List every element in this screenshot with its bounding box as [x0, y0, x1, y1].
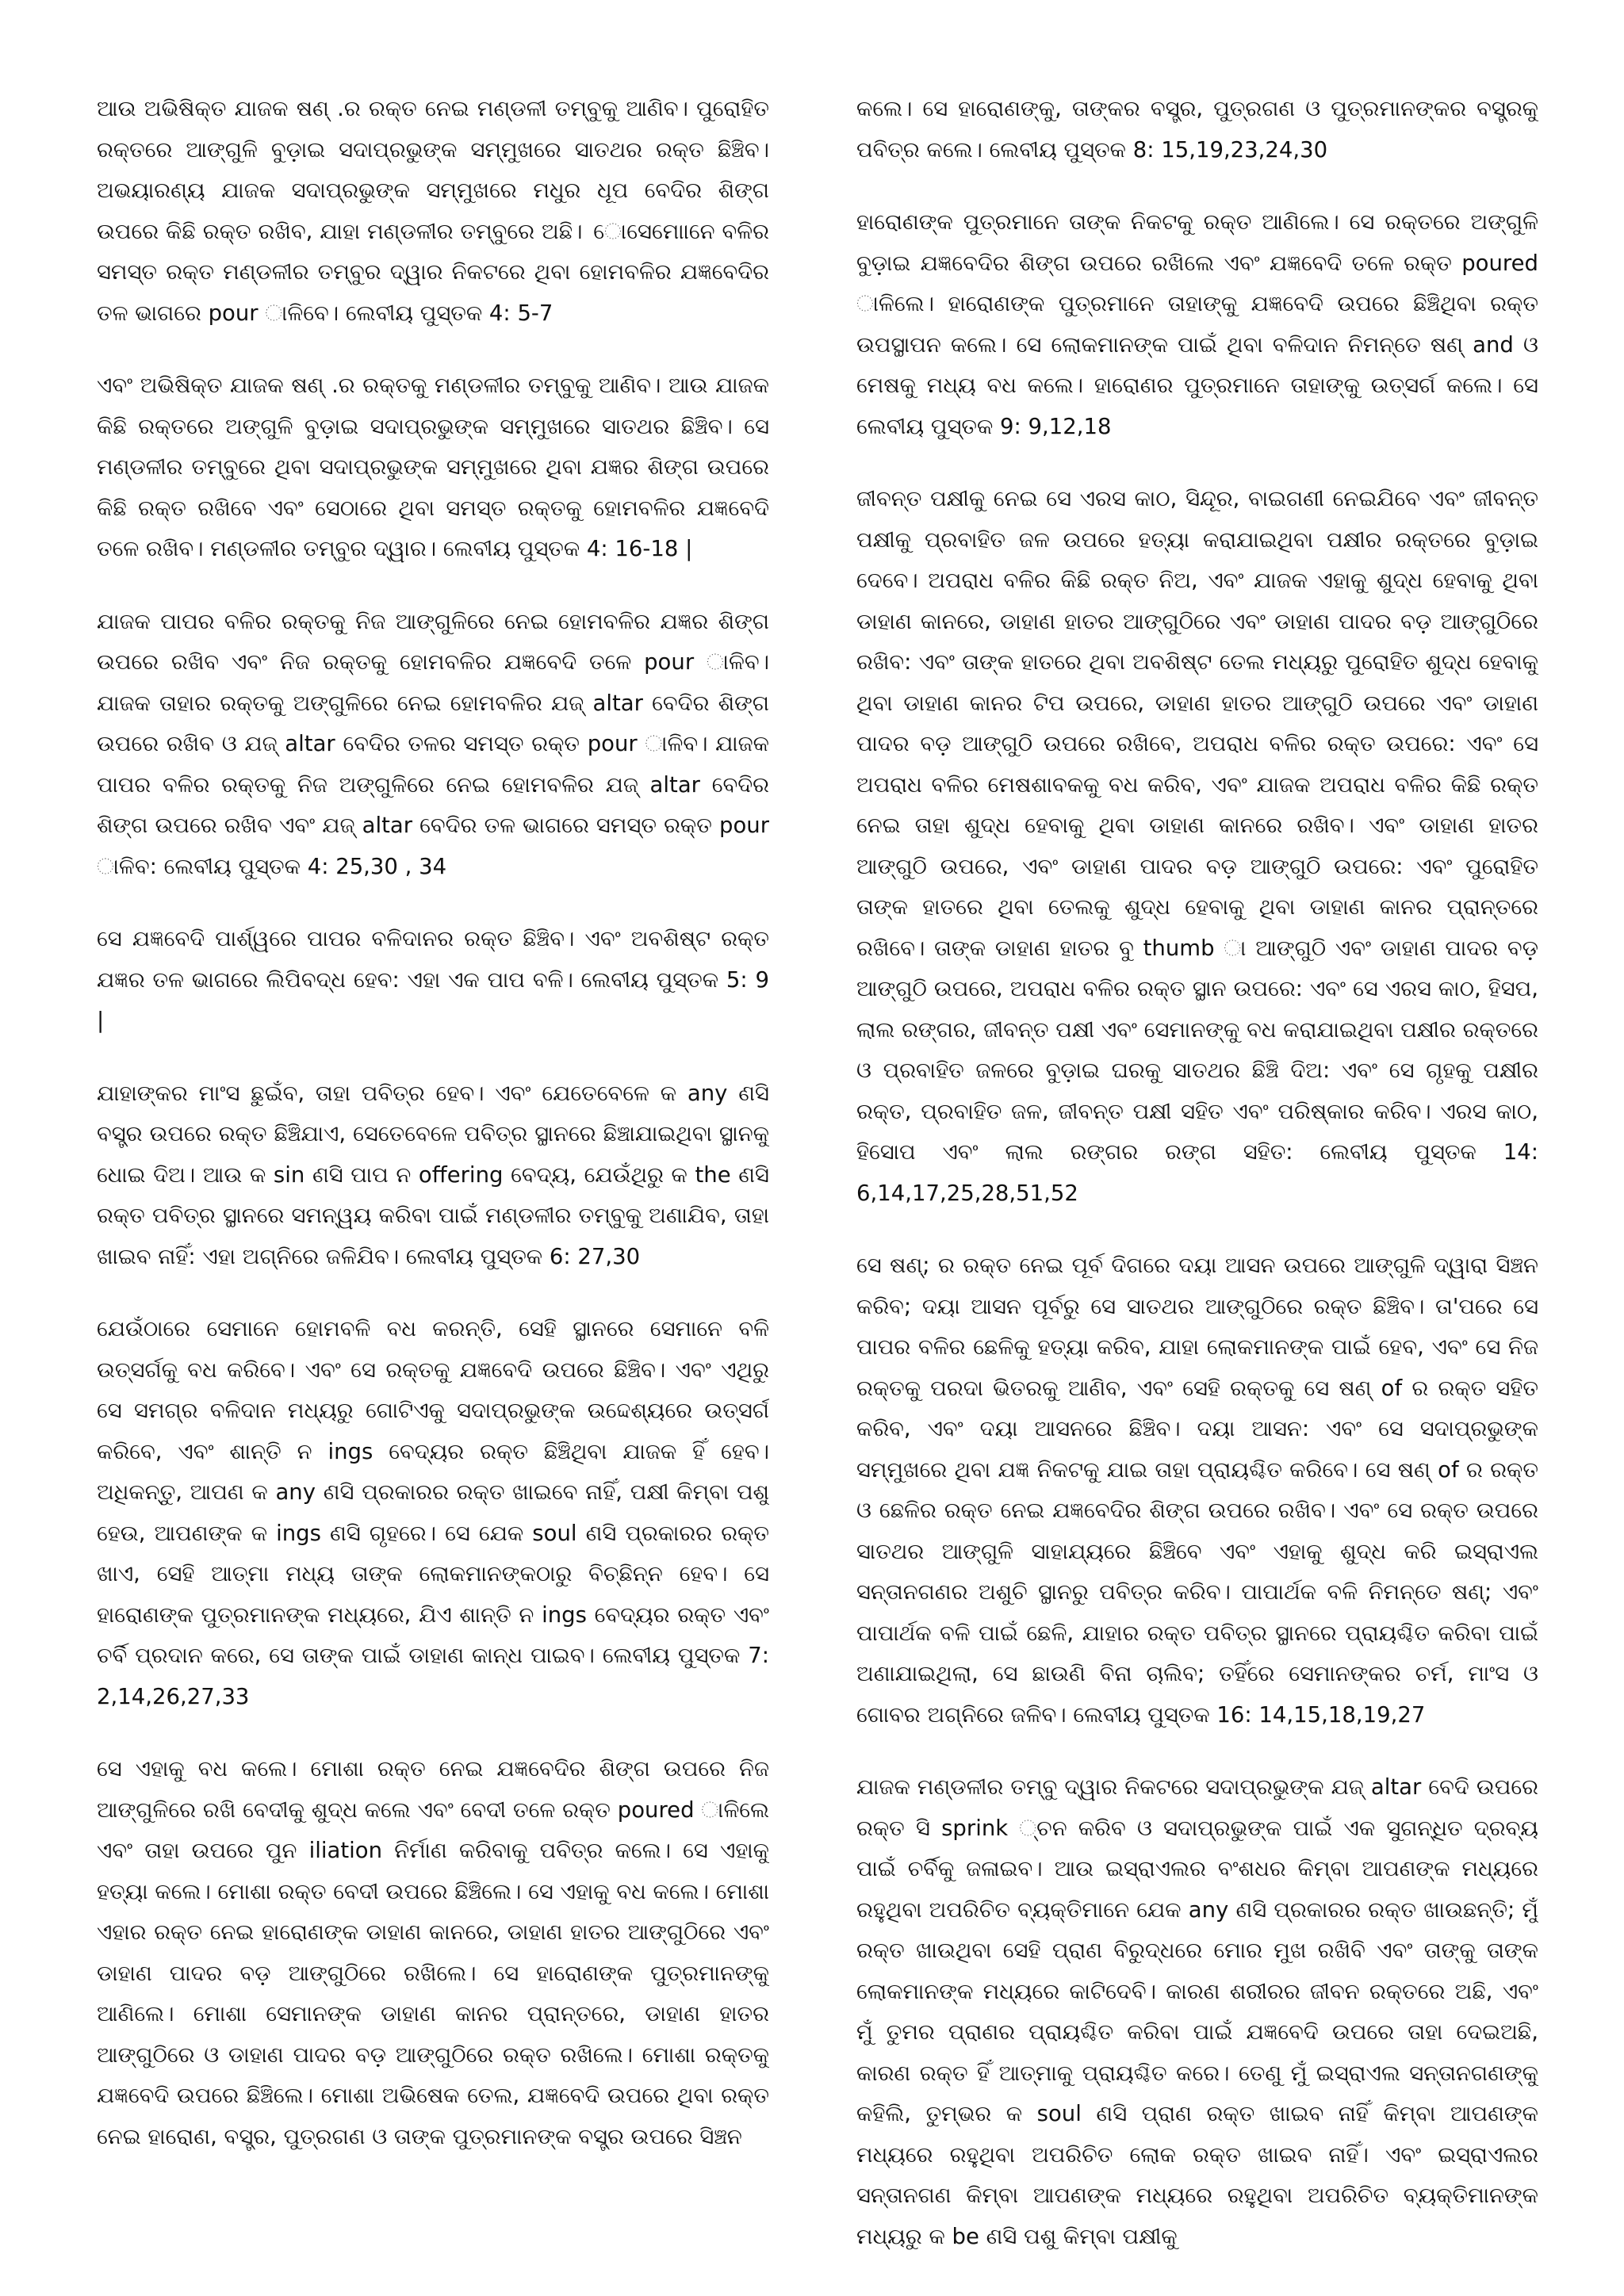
paragraph-leviticus-16: ସେ ଷଣ୍; ର ରକ୍ତ ନେଇ ପୂର୍ବ ଦିଗରେ ଦୟା ଆସନ ଉପରେ ଆଙ୍ଗୁଳି ଦ୍ୱାରା ସିଞ୍ଚନ କରିବ; ଦୟା ଆସନ ପୂର୍ବରୁ ସେ ସାତଥର ଆଙ୍ଗୁଠିରେ ରକ୍ତ ଛିଞ୍ଚିବ। ତା'ପରେ ସେ ପାପର ବଳିର ଛେଳିକୁ ହତ୍ୟା କରିବ, ଯାହା ଲୋକମାନଙ୍କ ପାଇଁ ହେବ, ଏବଂ ସେ ନିଜ ରକ୍ତକୁ ପରଦା ଭିତରକୁ ଆଣିବ, ଏବଂ ସେହି ରକ୍ତକୁ ସେ ଷଣ୍ of ର ରକ୍ତ ସହିତ କରିବ, ଏବଂ ଦୟା ଆସନରେ ଛିଞ୍ଚିବ। ଦୟା ଆସନ: ଏବଂ ସେ ସଦାପ୍ରଭୁଙ୍କ ସମ୍ମୁଖରେ ଥିବା ଯଜ୍ଞ ନିକଟକୁ ଯାଇ ତାହା ପ୍ରାୟଶ୍ଚିତ କରିବେ। ସେ ଷଣ୍ of ର ରକ୍ତ ଓ ଛେଳିର ରକ୍ତ ନେଇ ଯଜ୍ଞବେଦିର ଶିଙ୍ଗ ଉପରେ ରଖିବ। ଏବଂ ସେ ରକ୍ତ ଉପରେ ସାତଥର ଆଙ୍ଗୁଳି ସାହାଯ୍ୟରେ ଛିଞ୍ଚିବେ ଏବଂ ଏହାକୁ ଶୁଦ୍ଧ କରି ଇସ୍ରାଏଲ ସନ୍ତାନଗଣର ଅଶୁଚି ସ୍ଥାନରୁ ପବିତ୍ର କରିବ। ପାପାର୍ଥକ ବଳି ନିମନ୍ତେ ଷଣ୍; ଏବଂ ପାପାର୍ଥକ ବଳି ପାଇଁ ଛେଳି, ଯାହାର ରକ୍ତ ପବିତ୍ର ସ୍ଥାନରେ ପ୍ରାୟଶ୍ଚିତ କରିବା ପାଇଁ ଅଣାଯାଇଥିଲା, ସେ ଛାଉଣି ବିନା ଚାଲିବ; ତହିଁରେ ସେମାନଙ୍କର ଚର୍ମ, ମାଂସ ଓ ଗୋବର ଅଗ୍ନିରେ ଜଳିବ। ଲେବୀୟ ପୁସ୍ତକ 16: 14,15,18,19,27	[856, 1253, 1538, 1728]
paragraph-leviticus-7: ଯେଉଁଠାରେ ସେମାନେ ହୋମବଳି ବଧ କରନ୍ତି, ସେହି ସ୍ଥାନରେ ସେମାନେ ବଳି ଉତ୍ସର୍ଗକୁ ବଧ କରିବେ। ଏବଂ ସେ ରକ୍ତକୁ ଯଜ୍ଞବେଦି ଉପରେ ଛିଞ୍ଚିବ। ଏବଂ ଏଥିରୁ ସେ ସମଗ୍ର ବଳିଦାନ ମଧ୍ୟରୁ ଗୋଟିଏକୁ ସଦାପ୍ରଭୁଙ୍କ ଉଦ୍ଦେଶ୍ୟରେ ଉତ୍ସର୍ଗ କରିବେ, ଏବଂ ଶାନ୍ତି ନ ings ବେଦ୍ୟର ରକ୍ତ ଛିଞ୍ଚିଥିବା ଯାଜକ ହିଁ ହେବ। ଅଧିକନ୍ତୁ, ଆପଣ କ any ଣସି ପ୍ରକାରର ରକ୍ତ ଖାଇବେ ନାହିଁ, ପକ୍ଷୀ କିମ୍ବା ପଶୁ ହେଉ, ଆପଣଙ୍କ କ ings ଣସି ଗୃହରେ। ସେ ଯେକ soul ଣସି ପ୍ରକାରର ରକ୍ତ ଖାଏ, ସେହି ଆତ୍ମା ମଧ୍ୟ ତାଙ୍କ ଲୋକମାନଙ୍କଠାରୁ ବିଚ୍ଛିନ୍ନ ହେବ। ସେ ହାରୋଣଙ୍କ ପୁତ୍ରମାନଙ୍କ ମଧ୍ୟରେ, ଯିଏ ଶାନ୍ତି ନ ings ବେଦ୍ୟର ରକ୍ତ ଏବଂ ଚର୍ବି ପ୍ରଦାନ କରେ, ସେ ତାଙ୍କ ପାଇଁ ଡାହାଣ କାନ୍ଧ ପାଇବ। ଲେବୀୟ ପୁସ୍ତକ 7: 2,14,26,27,33	[97, 1316, 769, 1709]
paragraph-leviticus-8-end: କଲେ। ସେ ହାରୋଣଙ୍କୁ, ତାଙ୍କର ବସ୍ତ୍ର, ପୁତ୍ରଗଣ ଓ ପୁତ୍ରମାନଙ୍କର ବସ୍ତ୍ରକୁ ପବିତ୍ର କଲେ। ଲେବୀୟ ପୁସ୍ତକ 8: 15,19,23,24,30	[856, 96, 1538, 163]
paragraph-leviticus-6-27-30: ଯାହାଙ୍କର ମାଂସ ଛୁଇଁବ, ତାହା ପବିତ୍ର ହେବ। ଏବଂ ଯେତେବେଳେ କ any ଣସି ବସ୍ତ୍ର ଉପରେ ରକ୍ତ ଛିଞ୍ଚିଯାଏ, ସେତେବେଳେ ପବିତ୍ର ସ୍ଥାନରେ ଛିଞ୍ଚାଯାଇଥିବା ସ୍ଥାନକୁ ଧୋଇ ଦିଅ। ଆଉ କ sin ଣସି ପାପ ନ offering ବେଦ୍ୟ, ଯେଉଁଥିରୁ କ the ଣସି ରକ୍ତ ପବିତ୍ର ସ୍ଥାନରେ ସମନ୍ୱୟ କରିବା ପାଇଁ ମଣ୍ଡଳୀର ତମ୍ବୁକୁ ଅଣାଯିବ, ତାହା ଖାଇବ ନାହିଁ: ଏହା ଅଗ୍ନିରେ ଜଳିଯିବ। ଲେବୀୟ ପୁସ୍ତକ 6: 27,30	[97, 1080, 769, 1269]
left-column	[97, 89, 769, 2253]
paragraph-leviticus-17: ଯାଜକ ମଣ୍ଡଳୀର ତମ୍ବୁ ଦ୍ୱାର ନିକଟରେ ସଦାପ୍ରଭୁଙ୍କ ଯଜ୍ altar ବେଦି ଉପରେ ରକ୍ତ ସି sprink ୍ଚନ କରିବ ଓ ସଦାପ୍ରଭୁଙ୍କ ପାଇଁ ଏକ ସୁଗନ୍ଧିତ ଦ୍ରବ୍ୟ ପାଇଁ ଚର୍ବିକୁ ଜଳାଇବ। ଆଉ ଇସ୍ରାଏଲର ବଂଶଧର କିମ୍ବା ଆପଣଙ୍କ ମଧ୍ୟରେ ରହୁଥିବା ଅପରିଚିତ ବ୍ୟକ୍ତିମାନେ ଯେକ any ଣସି ପ୍ରକାରର ରକ୍ତ ଖାଉଛନ୍ତି; ମୁଁ ରକ୍ତ ଖାଉଥିବା ସେହି ପ୍ରାଣ ବିରୁଦ୍ଧରେ ମୋର ମୁଖ ରଖିବି ଏବଂ ତାଙ୍କୁ ତାଙ୍କ ଲୋକମାନଙ୍କ ମଧ୍ୟରେ କାଟିଦେବି। କାରଣ ଶରୀରର ଜୀବନ ରକ୍ତରେ ଅଛି, ଏବଂ ମୁଁ ତୁମର ପ୍ରାଣର ପ୍ରାୟଶ୍ଚିତ କରିବା ପାଇଁ ଯଜ୍ଞବେଦି ଉପରେ ତାହା ଦେଇଅଛି, କାରଣ ରକ୍ତ ହିଁ ଆତ୍ମାକୁ ପ୍ରାୟଶ୍ଚିତ କରେ। ତେଣୁ ମୁଁ ଇସ୍ରାଏଲ ସନ୍ତାନଗଣଙ୍କୁ କହିଲି, ତୁମ୍ଭର କ soul ଣସି ପ୍ରାଣ ରକ୍ତ ଖାଇବ ନାହିଁ କିମ୍ବା ଆପଣଙ୍କ ମଧ୍ୟରେ ରହୁଥିବା ଅପରିଚିତ ଲୋକ ରକ୍ତ ଖାଇବ ନାହିଁ। ଏବଂ ଇସ୍ରାଏଲର ସନ୍ତାନଗଣ କିମ୍ବା ଆପଣଙ୍କ ମଧ୍ୟରେ ରହୁଥିବା ଅପରିଚିତ ବ୍ୟକ୍ତିମାନଙ୍କ ମଧ୍ୟରୁ କ be ଣସି ପଶୁ କିମ୍ବା ପକ୍ଷୀକୁ	[856, 1774, 1538, 2249]
paragraph-leviticus-5-9: ସେ ଯଜ୍ଞବେଦି ପାର୍ଶ୍ୱରେ ପାପର ବଳିଦାନର ରକ୍ତ ଛିଞ୍ଚିବ। ଏବଂ ଅବଶିଷ୍ଟ ରକ୍ତ ଯଜ୍ଞର ତଳ ଭାଗରେ ଲିପିବଦ୍ଧ ହେବ: ଏହା ଏକ ପାପ ବଳି। ଲେବୀୟ ପୁସ୍ତକ 5: 9 |	[97, 926, 769, 1033]
paragraph-leviticus-4-25-34: ଯାଜକ ପାପର ବଳିର ରକ୍ତକୁ ନିଜ ଆଙ୍ଗୁଳିରେ ନେଇ ହୋମବଳିର ଯଜ୍ଞର ଶିଙ୍ଗ ଉପରେ ରଖିବ ଏବଂ ନିଜ ରକ୍ତକୁ ହୋମବଳିର ଯଜ୍ଞବେଦି ତଳେ pour ାଳିବ। ଯାଜକ ତାହାର ରକ୍ତକୁ ଅଙ୍ଗୁଳିରେ ନେଇ ହୋମବଳିର ଯଜ୍ altar ବେଦିର ଶିଙ୍ଗ ଉପରେ ରଖିବ ଓ ଯଜ୍ altar ବେଦିର ତଳର ସମସ୍ତ ରକ୍ତ pour ାଳିବ। ଯାଜକ ପାପର ବଳିର ରକ୍ତକୁ ନିଜ ଅଙ୍ଗୁଳିରେ ନେଇ ହୋମବଳିର ଯଜ୍ altar ବେଦିର ଶିଙ୍ଗ ଉପରେ ରଖିବ ଏବଂ ଯଜ୍ altar ବେଦିର ତଳ ଭାଗରେ ସମସ୍ତ ରକ୍ତ pour ାଳିବ: ଲେବୀୟ ପୁସ୍ତକ 4: 25,30 , 34	[97, 608, 769, 879]
paragraph-leviticus-14: ଜୀବନ୍ତ ପକ୍ଷୀକୁ ନେଇ ସେ ଏରସ କାଠ, ସିନ୍ଦୂର, ବାଇଗଣୀ ନେଇଯିବେ ଏବଂ ଜୀବନ୍ତ ପକ୍ଷୀକୁ ପ୍ରବାହିତ ଜଳ ଉପରେ ହତ୍ୟା କରାଯାଇଥିବା ପକ୍ଷୀର ରକ୍ତରେ ବୁଡ଼ାଇ ଦେବେ। ଅପରାଧ ବଳିର କିଛି ରକ୍ତ ନିଅ, ଏବଂ ଯାଜକ ଏହାକୁ ଶୁଦ୍ଧ ହେବାକୁ ଥିବା ଡାହାଣ କାନରେ, ଡାହାଣ ହାତର ଆଙ୍ଗୁଠିରେ ଏବଂ ଡାହାଣ ପାଦର ବଡ଼ ଆଙ୍ଗୁଠିରେ ରଖିବ: ଏବଂ ତାଙ୍କ ହାତରେ ଥିବା ଅବଶିଷ୍ଟ ତେଲ ମଧ୍ୟରୁ ପୁରୋହିତ ଶୁଦ୍ଧ ହେବାକୁ ଥିବା ଡାହାଣ କାନର ଟିପ ଉପରେ, ଡାହାଣ ହାତର ଆଙ୍ଗୁଠି ଉପରେ ଏବଂ ଡାହାଣ ପାଦର ବଡ଼ ଆଙ୍ଗୁଠି ଉପରେ ରଖିବେ, ଅପରାଧ ବଳିର ରକ୍ତ ଉପରେ: ଏବଂ ସେ ଅପରାଧ ବଳିର ମେଷଶାବକକୁ ବଧ କରିବ, ଏବଂ ଯାଜକ ଅପରାଧ ବଳିର କିଛି ରକ୍ତ ନେଇ ତାହା ଶୁଦ୍ଧ ହେବାକୁ ଥିବା ଡାହାଣ କାନରେ ରଖିବ। ଏବଂ ଡାହାଣ ହାତର ଆଙ୍ଗୁଠି ଉପରେ, ଏବଂ ଡାହାଣ ପାଦର ବଡ଼ ଆଙ୍ଗୁଠି ଉପରେ: ଏବଂ ପୁରୋହିତ ତାଙ୍କ ହାତରେ ଥିବା ତେଲକୁ ଶୁଦ୍ଧ ହେବାକୁ ଥିବା ଡାହାଣ କାନର ପ୍ରାନ୍ତରେ ରଖିବେ। ତାଙ୍କ ଡାହାଣ ହାତର ବୁ thumb ା ଆଙ୍ଗୁଠି ଏବଂ ଡାହାଣ ପାଦର ବଡ଼ ଆଙ୍ଗୁଠି ଉପରେ, ଅପରାଧ ବଳିର ରକ୍ତ ସ୍ଥାନ ଉପରେ: ଏବଂ ସେ ଏରସ କାଠ, ହିସପ, ଲାଲ ରଙ୍ଗର, ଜୀବନ୍ତ ପକ୍ଷୀ ଏବଂ ସେମାନଙ୍କୁ ବଧ କରାଯାଇଥିବା ପକ୍ଷୀର ରକ୍ତରେ ଓ ପ୍ରବାହିତ ଜଳରେ ବୁଡ଼ାଇ ଘରକୁ ସାତଥର ଛିଞ୍ଚି ଦିଅ: ଏବଂ ସେ ଗୃହକୁ ପକ୍ଷୀର ରକ୍ତ, ପ୍ରବାହିତ ଜଳ, ଜୀବନ୍ତ ପକ୍ଷୀ ସହିତ ଏବଂ ପରିଷ୍କାର କରିବ। ଏରସ କାଠ, ହିସୋପ ଏବଂ ଲାଲ ରଙ୍ଗର ରଙ୍ଗ ସହିତ: ଲେବୀୟ ପୁସ୍ତକ 14: 6,14,17,25,28,51,52	[856, 486, 1538, 1206]
paragraph-leviticus-4-16-18: ଏବଂ ଅଭିଷିକ୍ତ ଯାଜକ ଷଣ୍ .ର ରକ୍ତକୁ ମଣ୍ଡଳୀର ତମ୍ବୁକୁ ଆଣିବ। ଆଉ ଯାଜକ କିଛି ରକ୍ତରେ ଅଙ୍ଗୁଳି ବୁଡ଼ାଇ ସଦାପ୍ରଭୁଙ୍କ ସମ୍ମୁଖରେ ସାତଥର ଛିଞ୍ଚିବ। ସେ ମଣ୍ଡଳୀର ତମ୍ବୁରେ ଥିବା ସଦାପ୍ରଭୁଙ୍କ ସମ୍ମୁଖରେ ଥିବା ଯଜ୍ଞର ଶିଙ୍ଗ ଉପରେ କିଛି ରକ୍ତ ରଖିବେ ଏବଂ ସେଠାରେ ଥିବା ସମସ୍ତ ରକ୍ତକୁ ହୋମବଳିର ଯଜ୍ଞବେଦି ତଳେ ରଖିବ। ମଣ୍ଡଳୀର ତମ୍ବୁର ଦ୍ୱାର। ଲେବୀୟ ପୁସ୍ତକ 4: 16-18 |	[97, 373, 769, 561]
paragraph-leviticus-9: ହାରୋଣଙ୍କ ପୁତ୍ରମାନେ ତାଙ୍କ ନିକଟକୁ ରକ୍ତ ଆଣିଲେ। ସେ ରକ୍ତରେ ଅଙ୍ଗୁଳି ବୁଡ଼ାଇ ଯଜ୍ଞବେଦିର ଶିଙ୍ଗ ଉପରେ ରଖିଲେ ଏବଂ ଯଜ୍ଞବେଦି ତଳେ ରକ୍ତ poured ାଳିଲେ। ହାରୋଣଙ୍କ ପୁତ୍ରମାନେ ତାହାଙ୍କୁ ଯଜ୍ଞବେଦି ଉପରେ ଛିଞ୍ଚିଥିବା ରକ୍ତ ଉପସ୍ଥାପନ କଲେ। ସେ ଲୋକମାନଙ୍କ ପାଇଁ ଥିବା ବଳିଦାନ ନିମନ୍ତେ ଷଣ୍ and ଓ ମେଷକୁ ମଧ୍ୟ ବଧ କଲେ। ହାରୋଣର ପୁତ୍ରମାନେ ତାହାଙ୍କୁ ଉତ୍ସର୍ଗ କଲେ। ସେ ଲେବୀୟ ପୁସ୍ତକ 9: 9,12,18	[856, 209, 1538, 439]
right-column	[856, 89, 1538, 2253]
paragraph-leviticus-8-start: ସେ ଏହାକୁ ବଧ କଲେ। ମୋଶା ରକ୍ତ ନେଇ ଯଜ୍ଞବେଦିର ଶିଙ୍ଗ ଉପରେ ନିଜ ଆଙ୍ଗୁଳିରେ ରଖି ବେଦୀକୁ ଶୁଦ୍ଧ କଲେ ଏବଂ ବେଦୀ ତଳେ ରକ୍ତ poured ାଳିଲେ ଏବଂ ତାହା ଉପରେ ପୁନ iliation ନିର୍ମାଣ କରିବାକୁ ପବିତ୍ର କଲେ। ସେ ଏହାକୁ ହତ୍ୟା କଲେ। ମୋଶା ରକ୍ତ ବେଦୀ ଉପରେ ଛିଞ୍ଚିଲେ। ସେ ଏହାକୁ ବଧ କଲେ। ମୋଶା ଏହାର ରକ୍ତ ନେଇ ହାରୋଣଙ୍କ ଡାହାଣ କାନରେ, ଡାହାଣ ହାତର ଆଙ୍ଗୁଠିରେ ଏବଂ ଡାହାଣ ପାଦର ବଡ଼ ଆଙ୍ଗୁଠିରେ ରଖିଲେ। ସେ ହାରୋଣଙ୍କ ପୁତ୍ରମାନଙ୍କୁ ଆଣିଲେ। ମୋଶା ସେମାନଙ୍କ ଡାହାଣ କାନର ପ୍ରାନ୍ତରେ, ଡାହାଣ ହାତର ଆଙ୍ଗୁଠିରେ ଓ ଡାହାଣ ପାଦର ବଡ଼ ଆଙ୍ଗୁଠିରେ ରକ୍ତ ରଖିଲେ। ମୋଶା ରକ୍ତକୁ ଯଜ୍ଞବେଦି ଉପରେ ଛିଞ୍ଚିଲେ। ମୋଶା ଅଭିଷେକ ତେଲ, ଯଜ୍ଞବେଦି ଉପରେ ଥିବା ରକ୍ତ ନେଇ ହାରୋଣ, ବସ୍ତ୍ର, ପୁତ୍ରଗଣ ଓ ତାଙ୍କ ପୁତ୍ରମାନଙ୍କ ବସ୍ତ୍ର ଉପରେ ସିଞ୍ଚନ	[97, 1756, 769, 2149]
paragraph-leviticus-4-5-7: ଆଉ ଅଭିଷିକ୍ତ ଯାଜକ ଷଣ୍ .ର ରକ୍ତ ନେଇ ମଣ୍ଡଳୀ ତମ୍ବୁକୁ ଆଣିବ। ପୁରୋହିତ ରକ୍ତରେ ଆଙ୍ଗୁଳି ବୁଡ଼ାଇ ସଦାପ୍ରଭୁଙ୍କ ସମ୍ମୁଖରେ ସାତଥର ରକ୍ତ ଛିଞ୍ଚିବ। ଅଭୟାରଣ୍ୟ ଯାଜକ ସଦାପ୍ରଭୁଙ୍କ ସମ୍ମୁଖରେ ମଧୁର ଧୂପ ବେଦିର ଶିଙ୍ଗ ଉପରେ କିଛି ରକ୍ତ ରଖିବ, ଯାହା ମଣ୍ଡଳୀର ତମ୍ବୁରେ ଅଛି। ୋସେମାୋନେ ବଳିର ସମସ୍ତ ରକ୍ତ ମଣ୍ଡଳୀର ତମ୍ବୁର ଦ୍ୱାର ନିକଟରେ ଥିବା ହୋମବଳିର ଯଜ୍ଞବେଦିର ତଳ ଭାଗରେ pour ାଳିବେ। ଲେବୀୟ ପୁସ୍ତକ 4: 5-7	[97, 96, 769, 326]
